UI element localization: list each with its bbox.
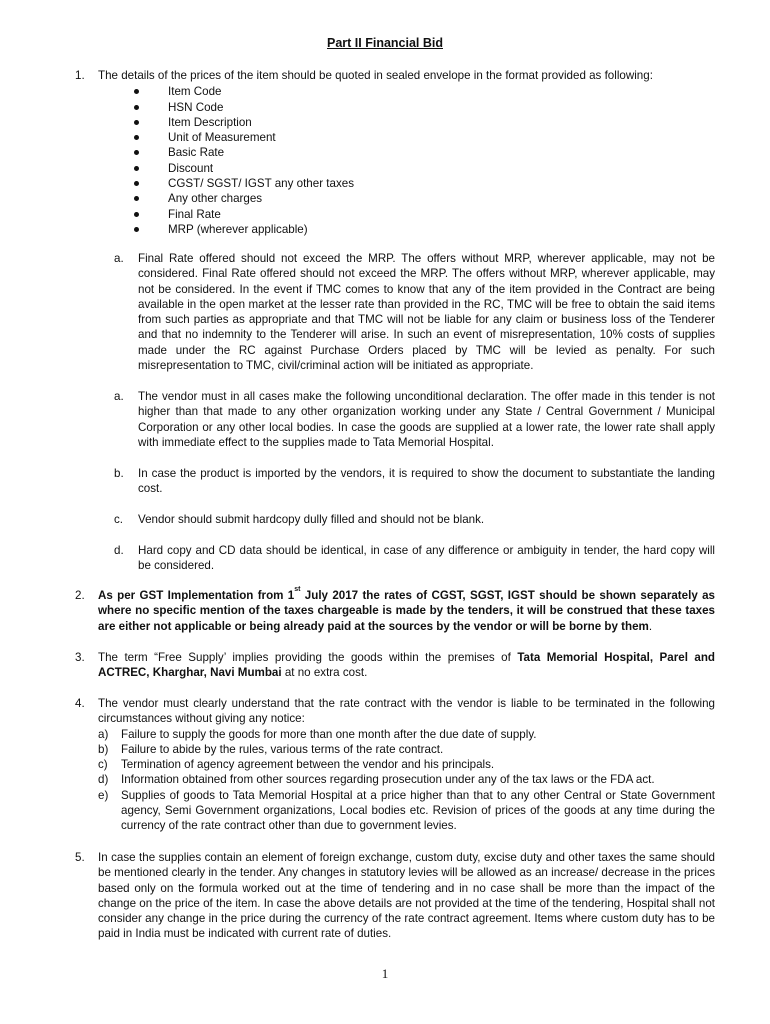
page-title: Part II Financial Bid [327,36,443,50]
list-item [98,742,715,757]
list-item: CGST/ SGST/ IGST any other taxes [98,176,715,191]
sub-clause-d [114,543,715,574]
clause-1 [75,68,715,237]
clause-2 [75,588,715,634]
sub-clause-label: c. [114,513,124,526]
page-number: 1 [381,966,389,981]
price-format-list [98,84,715,237]
sub-clause-label: b. [114,467,124,480]
clause-text: The vendor must clearly understand that the rate contract with the vendor is liable to be terminated in the following circumstances without giving any notice: [98,697,715,726]
free-supply-text: The term “Free Supply’ implies providing the goods within the premises of [98,651,518,664]
list-item-text: Failure to abide by the rules, various terms of the rate contract. [121,742,444,756]
sub-clause-a-mrp [114,251,715,373]
sub-clause-label: a. [114,252,124,265]
list-item-label: e) [98,788,109,802]
clause-5 [75,850,715,942]
sub-clause-b [114,466,715,497]
list-item-label: c) [98,758,108,772]
sub-clause-label: d. [114,544,124,557]
ordinal-suffix: st [294,586,301,593]
sub-clause-label: a. [114,390,124,403]
sub-clause-text: The vendor must in all cases make the following unconditional declaration. The offer made in this tender is not higher than that made to any other organization working under any State / Central Government / Municipal Corporation or any other local bodies. In case the goods are supplied at a lower rate, the lower rate shall apply with immediate effect to the supplies made to Tata Memorial Hospital. [138,390,715,449]
list-item-label: d) [98,773,109,787]
list-item: Item Description [98,115,715,130]
clause-number: 1. [75,69,85,82]
list-item: HSN Code [98,100,715,115]
clause-number: 5. [75,851,85,864]
clause-number: 2. [75,589,85,602]
sub-clause-a-declaration [114,389,715,450]
sub-clause-c [114,512,715,527]
clause-text: In case the supplies contain an element of foreign exchange, custom duty, excise duty and other taxes the same should be mentioned clearly in the tender. Any changes in statutory levies will be allowed as an increase/ decrease in the prices based only on the formula worked out at the time of tendering and in no case shall be more than the impact of the change on the price of the item. In case the above details are not provided at the time of the tendering, Hospital shall not consider any change in the price during the currency of the rate contract agreement. Items where custom duty has to be paid in India must be indicated with current rate of duties. [98,851,715,941]
list-item: Basic Rate [98,145,715,160]
list-item-text: Termination of agency agreement between the vendor and his principals. [121,758,495,772]
list-item-label: a) [98,727,109,741]
list-item: Item Code [98,84,715,99]
gst-text-end: . [648,619,653,633]
list-item-label: b) [98,742,109,756]
hospital-names: Tata Memorial Hospital, Parel and ACTREC, Kharghar, Navi Mumbai [98,651,715,680]
clause-3 [75,650,715,681]
sub-clause-text: Hard copy and CD data should be identical, in case of any difference or ambiguity in tender, the hard copy will be considered. [138,544,715,573]
list-item [98,788,715,834]
list-item: MRP (wherever applicable) [98,222,715,237]
list-item-text: Failure to supply the goods for more than one month after the due date of supply. [121,727,537,741]
sub-clause-text: In case the product is imported by the vendors, it is required to show the document to substantiate the landing cost. [138,467,715,496]
list-item: Unit of Measurement [98,130,715,145]
list-item-text: Information obtained from other sources regarding prosecution under any of the tax laws or the FDA act. [121,773,655,787]
clause-number: 3. [75,651,85,664]
list-item [98,757,715,772]
list-item [98,727,715,742]
clause-4 [75,696,715,834]
list-item: Discount [98,161,715,176]
free-supply-text-end: at no extra cost. [281,666,368,680]
list-item [98,772,715,787]
list-item: Final Rate [98,207,715,222]
list-item-text: Supplies of goods to Tata Memorial Hospital at a price higher than that to any other Central or State Government agency, Semi Government organizations, Local bodies etc. Revision of prices of the goods at any time during the currency of the rate contract other than due to government levies. [121,788,715,833]
sub-clause-text: Final Rate offered should not exceed the MRP. The offers without MRP, wherever applicable, may not be considered. Final Rate offered should not exceed the MRP. The offers without MRP, wherever applicable, may not be considered. In the event if TMC comes to know that any of the item provided in the Contract are being available in the open market at the lesser rate than provided in the RC, TMC will be free to obtain the said items from such parties as appropriate and that TMC will not be liable for any claim or business loss of the Tenderer and that no indemnity to the Tenderer will arise. In such an event of misrepresentation, 10% costs of supplies made under the RC against Purchase Orders placed by TMC will be levied as penalty. For such misrepresentation to TMC, civil/criminal action will be initiated as appropriate. [138,252,715,373]
clause-number: 4. [75,697,85,710]
list-item: Any other charges [98,191,715,206]
sub-clause-text: Vendor should submit hardcopy dully filled and should not be blank. [138,513,485,526]
termination-list [98,727,715,834]
gst-text-start: As per GST Implementation from 1 [98,589,295,602]
clause-text: The details of the prices of the item should be quoted in sealed envelope in the format provided as following: [98,69,653,82]
gst-text-rest: July 2017 the rates of CGST, SGST, IGST should be shown separately as where no specific mention of the taxes chargeable is made by the tenders, it will be construed that these taxes are either not applicable or being already paid at the sources by the vendor or will be borne by them [98,589,715,633]
